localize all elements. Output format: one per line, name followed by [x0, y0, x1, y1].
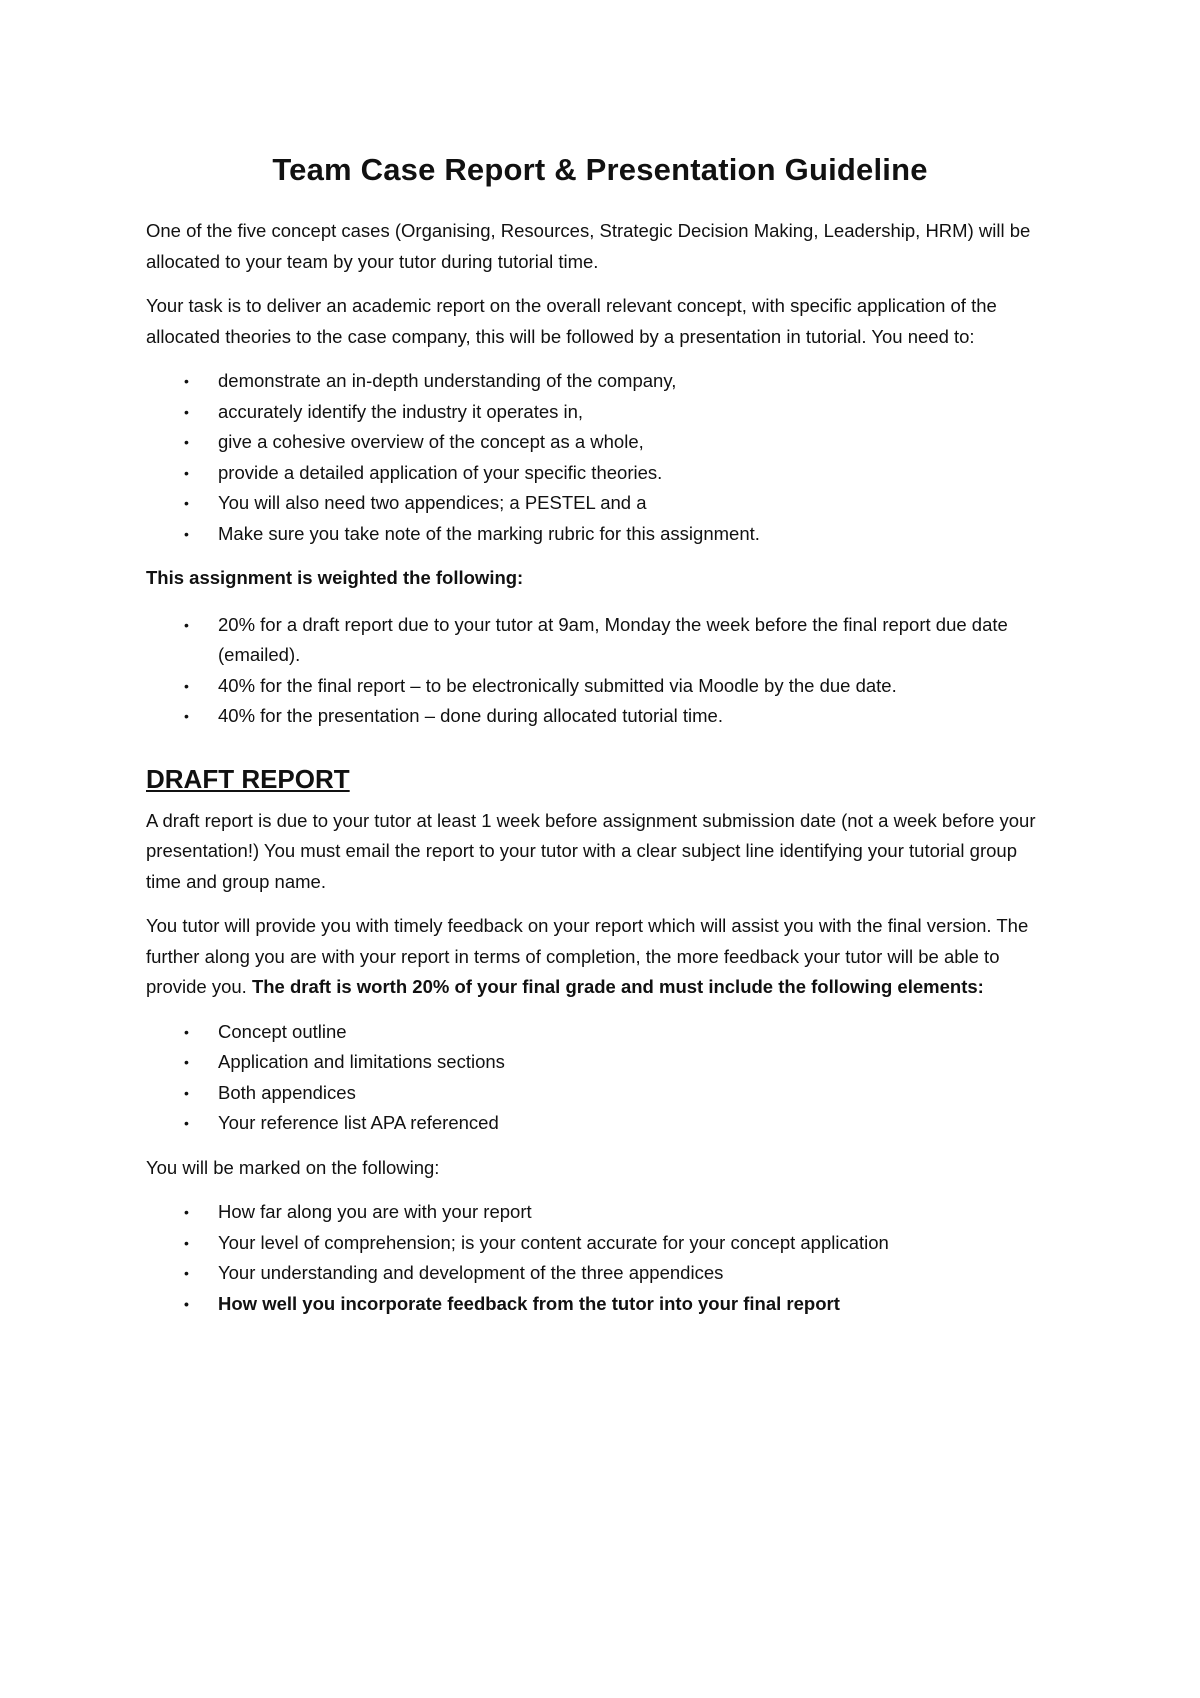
list-item	[146, 1289, 1054, 1320]
weighting-heading: This assignment is weighted the following:	[146, 567, 524, 588]
list-item	[146, 458, 1054, 489]
bullet-icon: •	[184, 1265, 189, 1281]
bullet-icon: •	[184, 677, 189, 694]
list-item-text: Concept outline	[218, 1020, 347, 1042]
list-item-text: provide a detailed application of your specific theories.	[218, 461, 663, 483]
draft-report-heading: DRAFT REPORT	[146, 763, 350, 794]
list-item	[146, 610, 1054, 671]
list-item	[146, 1228, 1054, 1259]
bullet-icon: •	[184, 495, 189, 511]
list-item-text: Your level of comprehension; is your content accurate for your concept application	[218, 1231, 889, 1253]
bullet-icon: •	[184, 1023, 189, 1040]
list-item	[146, 1258, 1054, 1289]
list-item-text: give a cohesive overview of the concept as a whole,	[218, 431, 644, 452]
bullet-icon: •	[184, 708, 189, 724]
bullet-icon: •	[184, 464, 189, 481]
list-item	[146, 427, 1054, 458]
list-item-text: Your understanding and development of the three appendices	[218, 1262, 724, 1283]
list-item-text: 40% for the presentation – done during allocated tutorial time.	[218, 705, 723, 726]
list-item-text: Application and limitations sections	[218, 1051, 505, 1072]
bullet-icon: •	[184, 1084, 189, 1101]
element-bullet-list	[146, 1017, 1054, 1139]
weighting-bullet-list	[146, 610, 1054, 732]
list-item	[146, 1078, 1054, 1109]
list-item	[146, 366, 1054, 397]
list-item	[146, 1047, 1054, 1078]
list-item-text: Make sure you take note of the marking rubric for this assignment.	[218, 522, 760, 544]
bullet-icon: •	[184, 373, 189, 389]
list-item-text: Your reference list APA referenced	[218, 1112, 499, 1133]
list-item	[146, 1197, 1054, 1228]
bullet-icon: •	[184, 1054, 189, 1070]
bullet-icon: •	[184, 434, 189, 450]
list-item-text: You will also need two appendices; a PESTEL and a	[218, 492, 647, 513]
bullet-icon: •	[184, 1295, 189, 1312]
list-item	[146, 701, 1054, 732]
list-item-text: Both appendices	[218, 1081, 356, 1103]
list-item	[146, 671, 1054, 702]
bullet-icon: •	[184, 525, 189, 542]
bullet-icon: •	[184, 1234, 189, 1251]
list-item-text: demonstrate an in-depth understanding of the company,	[218, 370, 677, 391]
marked-intro: You will be marked on the following:	[146, 1156, 440, 1178]
task-bullet-list	[146, 366, 1054, 549]
list-item-text: 20% for a draft report due to your tutor at 9am, Monday the week before the final report due date (emailed).	[218, 613, 1008, 665]
intro-paragraph-2: Your task is to deliver an academic report on the overall relevant concept, with specific application of the allocated theories to the case company, this will be followed by a presentation in tutorial. You need to:	[146, 295, 997, 347]
list-item	[146, 397, 1054, 428]
draft-paragraph-1: A draft report is due to your tutor at least 1 week before assignment submission date (not a week before your presentation!) You must email the report to your tutor with a clear subject line identifying your tutorial group time and group name.	[146, 809, 1036, 892]
draft-paragraph-2-text: You tutor will provide you with timely feedback on your report which will assist you with the final version. The further along you are with your report in terms of completion, the more feedback your tutor will be able to provide you.	[146, 915, 1029, 997]
bullet-icon: •	[184, 1115, 189, 1131]
list-item-text: accurately identify the industry it operates in,	[218, 400, 584, 422]
list-item	[146, 519, 1054, 550]
list-item-text: How far along you are with your report	[218, 1201, 532, 1222]
list-item-text: 40% for the final report – to be electronically submitted via Moodle by the due date.	[218, 674, 897, 696]
intro-paragraph-1: One of the five concept cases (Organising, Resources, Strategic Decision Making, Leadership, HRM) will be allocated to your team by your tutor during tutorial time.	[146, 220, 1031, 272]
draft-paragraph-2	[146, 911, 1054, 1003]
bullet-icon: •	[184, 1204, 189, 1220]
list-item	[146, 1017, 1054, 1048]
page-title: Team Case Report & Presentation Guideline	[272, 152, 928, 187]
bullet-icon: •	[184, 403, 189, 420]
bullet-icon: •	[184, 616, 189, 633]
list-item	[146, 1108, 1054, 1139]
marking-bullet-list	[146, 1197, 1054, 1319]
draft-paragraph-2-bold-text: The draft is worth 20% of your final grade and must include the following elements:	[251, 976, 984, 997]
list-item	[146, 488, 1054, 519]
list-item-text: How well you incorporate feedback from the tutor into your final report	[218, 1292, 840, 1314]
